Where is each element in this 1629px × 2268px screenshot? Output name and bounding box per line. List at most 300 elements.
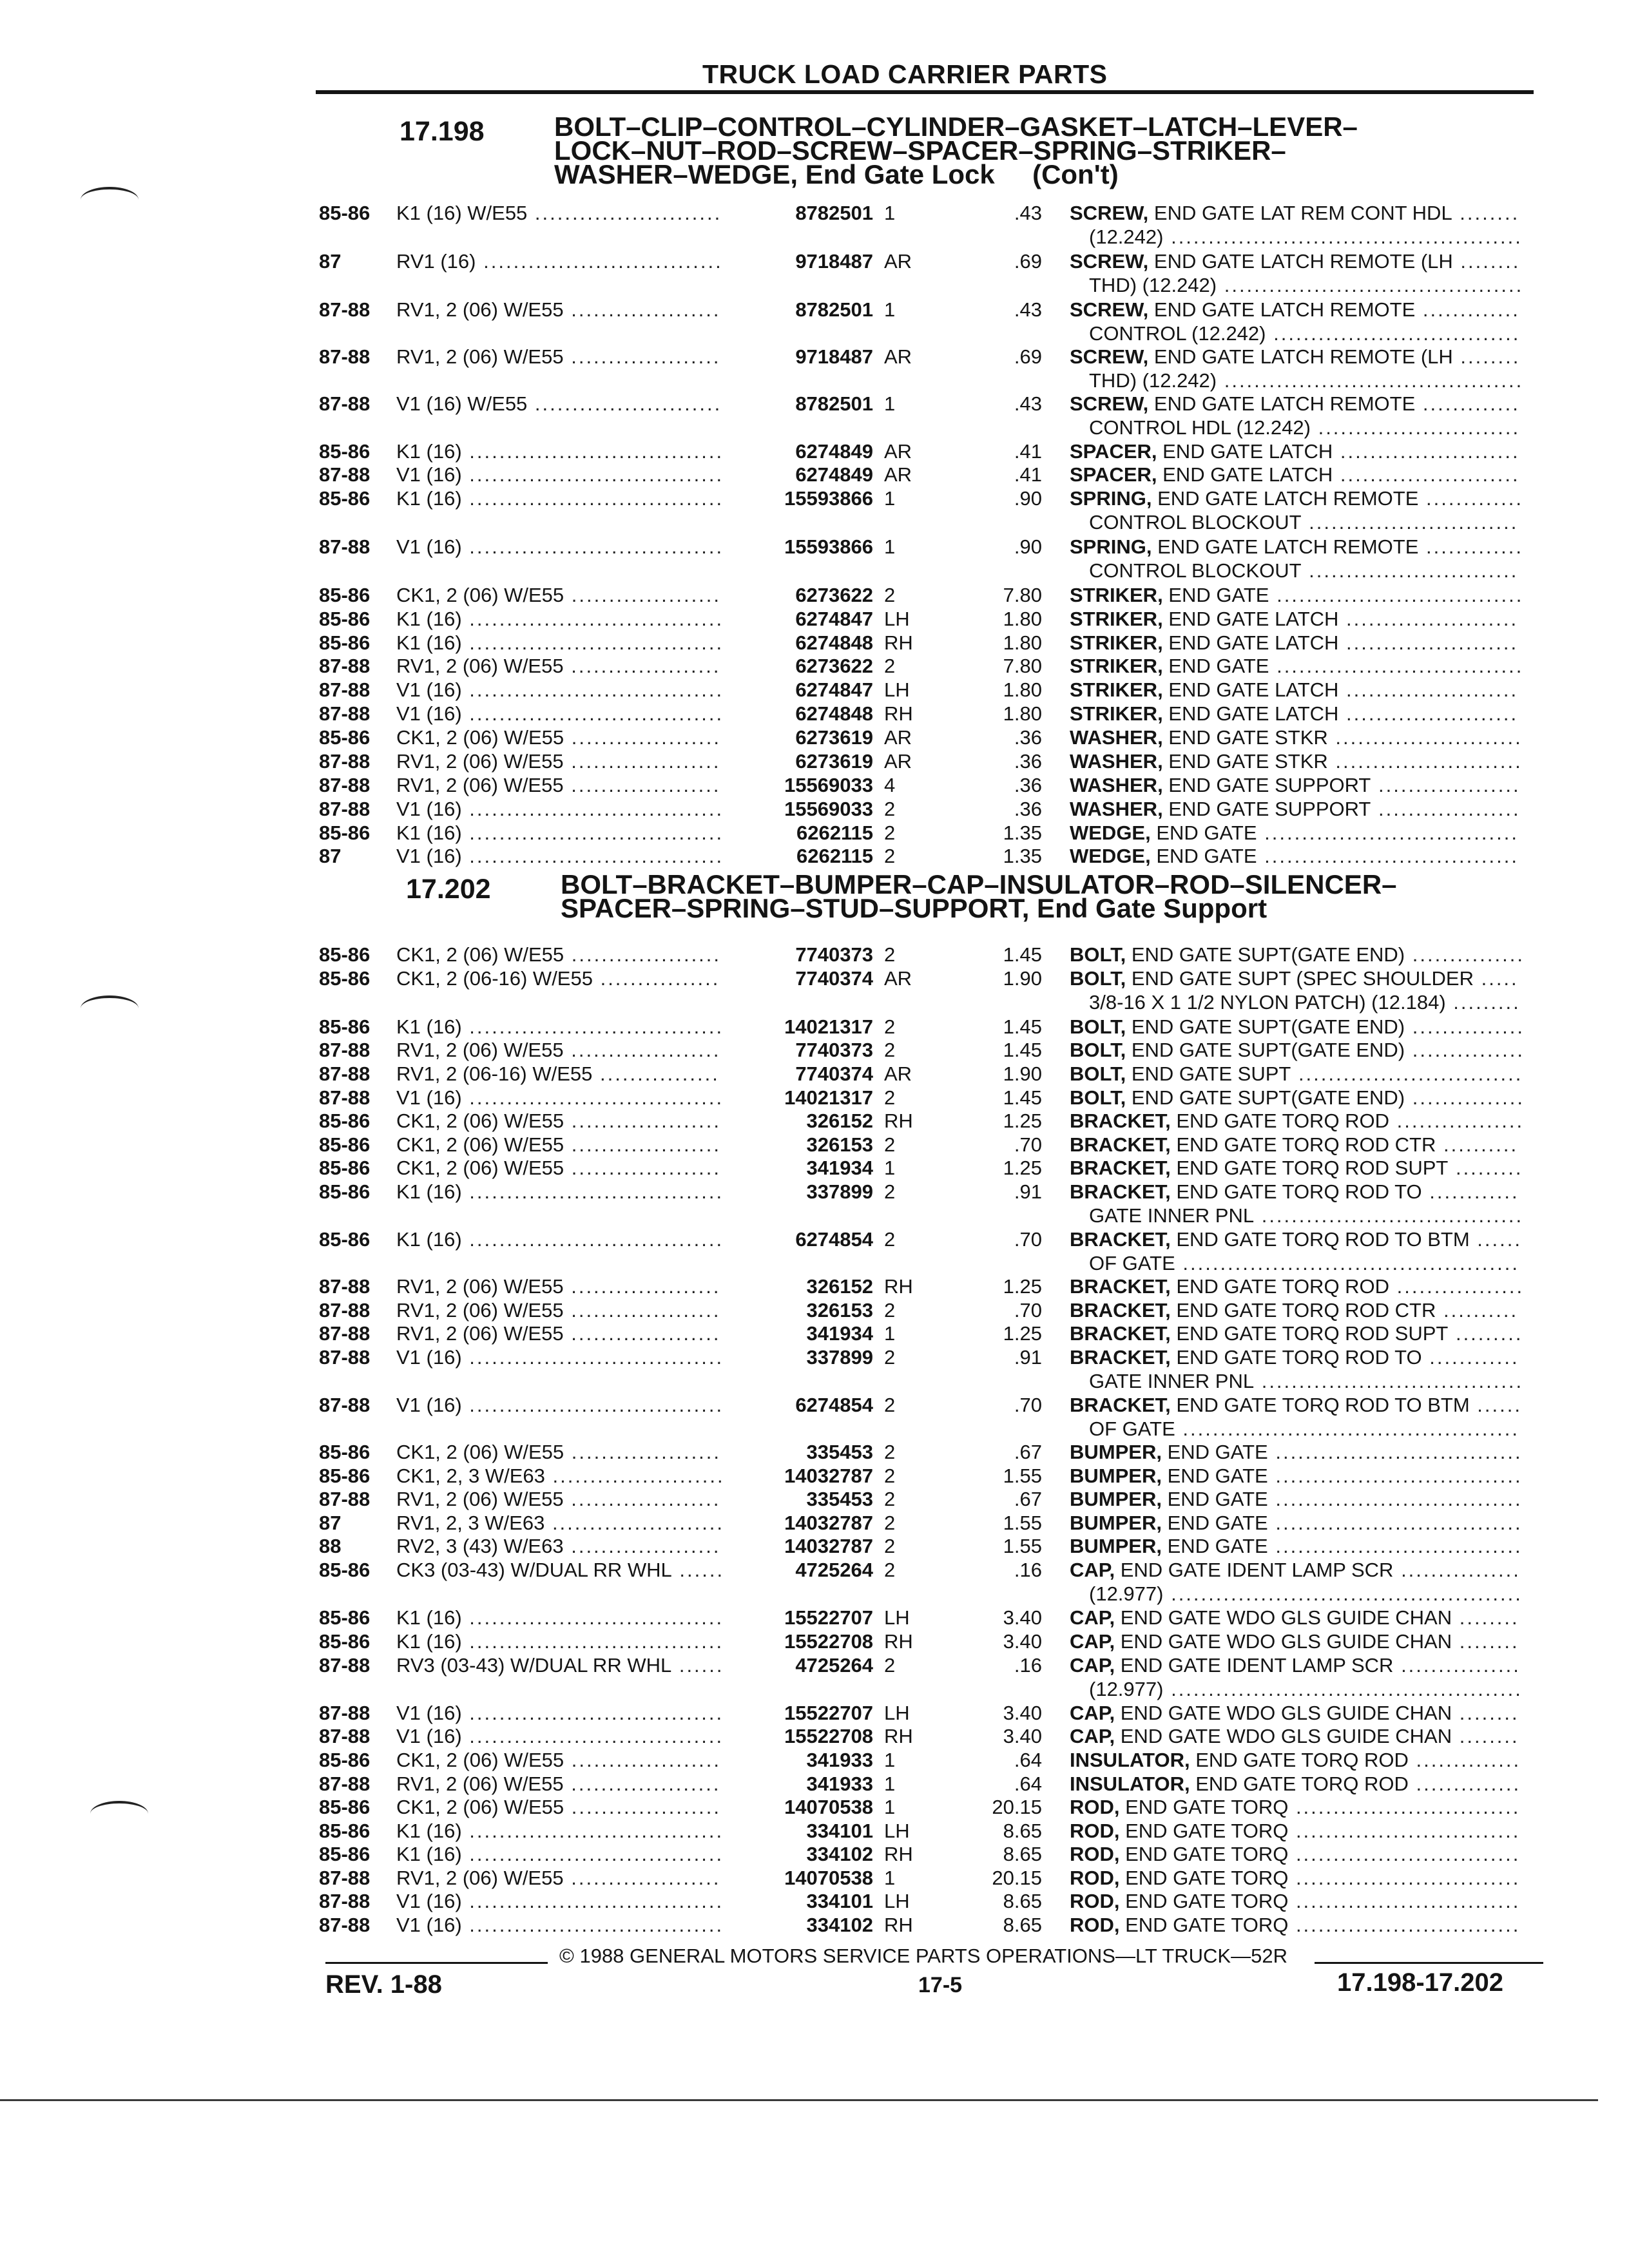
dot-leader: ..................................: [461, 822, 724, 844]
quantity: LH: [884, 1606, 910, 1629]
model-year: 87-88: [319, 298, 371, 321]
description-keyword: STRIKER,: [1070, 608, 1163, 630]
dot-leader: ..................................: [461, 608, 724, 630]
part-number: 335453: [806, 1488, 873, 1510]
application-text: CK1, 2 (06-16) W/E55: [396, 967, 593, 990]
price: .43: [1014, 202, 1042, 224]
model-year: 87-88: [319, 750, 371, 773]
description-keyword: SCREW,: [1070, 250, 1149, 273]
description-keyword: SPRING,: [1070, 487, 1152, 510]
dot-leader: ..................................: [461, 702, 724, 725]
section-title-line: BOLT–BRACKET–BUMPER–CAP–INSULATOR–ROD–SILENCER–: [561, 869, 1397, 899]
application-text: CK1, 2 (06) W/E55: [396, 1441, 564, 1463]
model-year: 85-86: [319, 1228, 371, 1251]
punch-hole-mark: [81, 995, 139, 1021]
section-title-line: LOCK–NUT–ROD–SCREW–SPACER–SPRING–STRIKER–: [554, 135, 1286, 166]
description: [1070, 1772, 1521, 1796]
description-text: END GATE: [1161, 1512, 1268, 1534]
description-keyword: CAP,: [1070, 1725, 1115, 1747]
dot-leader: ..............................: [1288, 1820, 1521, 1842]
part-row: [0, 201, 1629, 227]
part-row: [0, 943, 1629, 968]
dot-leader: ....................: [563, 1039, 721, 1061]
application-text: CK1, 2 (06) W/E55: [396, 584, 564, 606]
description-keyword: WASHER,: [1070, 726, 1163, 749]
description-continuation: [1089, 1582, 1523, 1606]
quantity: RH: [884, 631, 913, 654]
application-text: V1 (16): [396, 1890, 462, 1912]
application-text: V1 (16): [396, 463, 462, 486]
description-text: END GATE LATCH: [1162, 702, 1339, 725]
model-year: 87-88: [319, 1654, 371, 1677]
description: [1070, 1038, 1525, 1062]
quantity: 2: [884, 822, 896, 844]
application-text: V1 (16): [396, 845, 462, 867]
model-year: 85-86: [319, 1133, 371, 1156]
application-text: RV1, 2 (06) W/E55: [396, 1488, 564, 1510]
description-continuation-text: CONTROL BLOCKOUT: [1089, 511, 1302, 533]
application-text: CK1, 2 (06) W/E55: [396, 1157, 564, 1179]
description-continuation-text: (12.977): [1089, 1582, 1164, 1605]
dot-leader: ......: [1469, 1394, 1522, 1416]
description-keyword: SCREW,: [1070, 202, 1149, 224]
quantity: 2: [884, 1559, 896, 1581]
description: [1070, 654, 1523, 678]
description: [1070, 249, 1520, 273]
part-row: [0, 678, 1629, 704]
part-number: 326153: [806, 1133, 873, 1156]
part-row: [0, 1298, 1629, 1324]
dot-leader: ..................................: [461, 1015, 724, 1038]
dot-leader: .............................................: [1175, 1252, 1519, 1274]
application-text: CK1, 2 (06) W/E55: [396, 1749, 564, 1771]
model-year: 87-88: [319, 678, 371, 701]
dot-leader: ........: [1452, 1606, 1519, 1629]
description: [1070, 1345, 1519, 1369]
description-text: END GATE SUPPORT: [1162, 774, 1371, 796]
price: .70: [1014, 1299, 1042, 1321]
description-continuation: [1089, 1677, 1523, 1701]
quantity: 1: [884, 1157, 896, 1179]
price: .43: [1014, 392, 1042, 415]
part-row: [0, 1795, 1629, 1821]
dot-leader: ....................: [563, 1299, 721, 1321]
description-keyword: CAP,: [1070, 1654, 1115, 1677]
part-number: 15522707: [784, 1702, 873, 1724]
part-number: 326152: [806, 1275, 873, 1298]
description-text: END GATE SUPT: [1126, 1062, 1291, 1085]
dot-leader: ....................: [563, 1773, 721, 1795]
description-text: END GATE LATCH REMOTE: [1148, 298, 1416, 321]
application-text: V1 (16): [396, 535, 462, 558]
quantity: 2: [884, 1299, 896, 1321]
quantity: AR: [884, 967, 912, 990]
description-keyword: STRIKER,: [1070, 655, 1163, 677]
dot-leader: ..................................: [1257, 822, 1519, 844]
model-year: 85-86: [319, 1630, 371, 1653]
dot-leader: ..................................: [461, 1086, 724, 1109]
application-text: CK1, 2, 3 W/E63: [396, 1465, 545, 1487]
application-text: RV1, 2 (06) W/E55: [396, 1773, 564, 1795]
application-text: CK1, 2 (06) W/E55: [396, 943, 564, 966]
part-number: 15522707: [784, 1606, 873, 1629]
description-keyword: BUMPER,: [1070, 1512, 1162, 1534]
dot-leader: .................................: [1268, 1535, 1523, 1557]
part-number: 4725264: [795, 1559, 873, 1581]
dot-leader: .........................: [1327, 750, 1523, 773]
part-row: [0, 607, 1629, 633]
dot-leader: ..................................: [1257, 845, 1519, 867]
dot-leader: ....................: [563, 1867, 721, 1889]
part-number: 326153: [806, 1299, 873, 1321]
section-range: 17.198-17.202: [1337, 1968, 1504, 1997]
description-keyword: INSULATOR,: [1070, 1773, 1190, 1795]
description-text: END GATE TORQ ROD: [1170, 1110, 1390, 1132]
description-continuation-text: OF GATE: [1089, 1418, 1175, 1440]
application-text: V1 (16): [396, 1394, 462, 1416]
part-number: 15522708: [784, 1630, 873, 1653]
description: [1070, 773, 1521, 797]
part-number: 14021317: [784, 1086, 873, 1109]
model-year: 85-86: [319, 1749, 371, 1771]
model-year: 87-88: [319, 1725, 371, 1747]
description-text: END GATE TORQ: [1119, 1914, 1289, 1936]
part-number: 6274848: [795, 702, 873, 725]
description-text: END GATE TORQ ROD: [1190, 1749, 1409, 1771]
description-text: END GATE: [1150, 845, 1257, 867]
dot-leader: ..................................: [461, 1725, 724, 1747]
description-keyword: STRIKER,: [1070, 584, 1163, 606]
dot-leader: ....................: [563, 345, 721, 368]
quantity: RH: [884, 1110, 913, 1132]
part-number: 337899: [806, 1346, 873, 1369]
model-year: 85-86: [319, 1015, 371, 1038]
dot-leader: ................: [592, 967, 720, 990]
dot-leader: ..................................: [461, 1346, 724, 1369]
dot-leader: ..............................: [1288, 1843, 1521, 1865]
description: [1070, 1606, 1519, 1629]
dot-leader: ........: [1452, 1725, 1519, 1747]
price: 7.80: [1003, 584, 1042, 606]
model-year: 87-88: [319, 1322, 371, 1345]
dot-leader: ............: [1422, 1346, 1519, 1369]
description-continuation: [1089, 1369, 1523, 1393]
part-row: [0, 486, 1629, 512]
description: [1070, 1321, 1523, 1345]
dot-leader: ........................................: [1217, 274, 1524, 296]
part-row: [0, 821, 1629, 847]
description-keyword: BUMPER,: [1070, 1488, 1162, 1510]
description-keyword: BRACKET,: [1070, 1110, 1171, 1132]
description-continuation: [1089, 225, 1523, 249]
model-year: 87-88: [319, 1890, 371, 1912]
application-text: K1 (16) W/E55: [396, 202, 528, 224]
dot-leader: ....................: [564, 726, 722, 749]
application-text: K1 (16): [396, 1228, 462, 1251]
dot-leader: .........................: [527, 202, 722, 224]
application-text: RV1, 2 (06) W/E55: [396, 655, 564, 677]
quantity: 2: [884, 1441, 896, 1463]
price: 1.80: [1003, 702, 1042, 725]
description-text: END GATE TORQ ROD TO BTM: [1170, 1394, 1470, 1416]
model-year: 85-86: [319, 943, 371, 966]
application-text: K1 (16): [396, 1606, 462, 1629]
description: [1070, 463, 1520, 486]
dot-leader: ..............................: [1288, 1867, 1521, 1889]
price: 1.55: [1003, 1535, 1042, 1557]
part-row: [0, 439, 1629, 465]
dot-leader: ........: [1452, 345, 1521, 368]
quantity: 2: [884, 1654, 896, 1677]
application-text: RV1, 2 (06) W/E55: [396, 1039, 564, 1061]
quantity: RH: [884, 1725, 913, 1747]
quantity: 2: [884, 943, 896, 966]
part-number: 6262115: [796, 845, 873, 867]
dot-leader: ...............................................: [1163, 1678, 1523, 1700]
model-year: 87-88: [319, 1299, 371, 1321]
price: .41: [1014, 440, 1042, 463]
application-text: RV1, 2 (06) W/E55: [396, 1299, 564, 1321]
model-year: 87-88: [319, 1702, 371, 1724]
description: [1070, 1558, 1521, 1582]
dot-leader: ....................: [564, 1133, 722, 1156]
model-year: 85-86: [319, 1465, 371, 1487]
section-title-line: BOLT–CLIP–CONTROL–CYLINDER–GASKET–LATCH–LEVER–: [554, 111, 1358, 142]
description-keyword: CAP,: [1070, 1559, 1115, 1581]
punch-hole-mark: [81, 187, 139, 213]
dot-leader: ..................................: [461, 440, 724, 463]
description-keyword: BRACKET,: [1070, 1228, 1171, 1251]
quantity: 1: [884, 1773, 896, 1795]
description-text: END GATE IDENT LAMP SCR: [1115, 1559, 1394, 1581]
description-continuation-text: (12.242): [1089, 226, 1164, 248]
description: [1070, 1015, 1525, 1039]
description-keyword: ROD,: [1070, 1867, 1120, 1889]
description-continuation: [1089, 510, 1518, 534]
model-year: 88: [319, 1535, 342, 1557]
quantity: 2: [884, 1346, 896, 1369]
part-row: [0, 749, 1629, 775]
part-row: [0, 1913, 1629, 1939]
quantity: 2: [884, 1133, 896, 1156]
description-keyword: SCREW,: [1070, 392, 1149, 415]
description-text: END GATE SUPT (SPEC SHOULDER: [1126, 967, 1474, 990]
dot-leader: ..........: [1436, 1299, 1519, 1321]
model-year: 85-86: [319, 1796, 371, 1818]
price: 3.40: [1003, 1702, 1042, 1724]
description-text: END GATE TORQ: [1119, 1820, 1289, 1842]
dot-leader: ..............: [1408, 1749, 1521, 1771]
price: .90: [1014, 487, 1042, 510]
quantity: RH: [884, 1630, 913, 1653]
dot-leader: ...................: [1371, 798, 1521, 820]
price: 1.25: [1003, 1110, 1042, 1132]
model-year: 87-88: [319, 1275, 371, 1298]
part-row-continuation: [0, 1204, 1629, 1229]
model-year: 87-88: [319, 655, 371, 677]
description-text: END GATE TORQ ROD TO BTM: [1170, 1228, 1470, 1251]
dot-leader: .......................: [1338, 631, 1519, 654]
dot-leader: ............................: [1301, 559, 1519, 582]
quantity: RH: [884, 1914, 913, 1936]
price: .91: [1014, 1180, 1042, 1203]
part-row: [0, 345, 1629, 370]
description-text: END GATE: [1150, 822, 1257, 844]
description: [1070, 966, 1519, 990]
part-row: [0, 1464, 1629, 1490]
model-year: 85-86: [319, 726, 371, 749]
description-keyword: CAP,: [1070, 1630, 1115, 1653]
dot-leader: .........: [1448, 1157, 1523, 1179]
part-number: 334101: [806, 1890, 873, 1912]
description-continuation-text: THD) (12.242): [1089, 274, 1217, 296]
part-row: [0, 966, 1629, 992]
dot-leader: ..................................: [461, 1394, 724, 1416]
part-row: [0, 1724, 1629, 1750]
description-keyword: SCREW,: [1070, 298, 1149, 321]
dot-leader: ...................: [1371, 774, 1521, 796]
model-year: 85-86: [319, 1843, 371, 1865]
quantity: 2: [884, 1015, 896, 1038]
quantity: 2: [884, 1228, 896, 1251]
application-text: RV1, 2 (06-16) W/E55: [396, 1062, 593, 1085]
description-keyword: BRACKET,: [1070, 1322, 1171, 1345]
model-year: 87: [319, 250, 342, 273]
part-row: [0, 654, 1629, 680]
model-year: 85-86: [319, 822, 371, 844]
part-row: [0, 1534, 1629, 1560]
price: .16: [1014, 1559, 1042, 1581]
description: [1070, 583, 1523, 607]
price: 1.90: [1003, 967, 1042, 990]
part-number: 6274849: [795, 440, 873, 463]
application-text: CK1, 2 (06) W/E55: [396, 726, 564, 749]
dot-leader: ....................: [563, 750, 721, 773]
part-row-continuation: [0, 510, 1629, 536]
dot-leader: ..................................: [461, 1702, 724, 1724]
model-year: 87-88: [319, 463, 371, 486]
description-keyword: BRACKET,: [1070, 1346, 1171, 1369]
dot-leader: ...................................: [1254, 1204, 1524, 1227]
part-number: 6274848: [795, 631, 873, 654]
description-keyword: ROD,: [1070, 1890, 1120, 1912]
description-text: END GATE: [1162, 584, 1269, 606]
price: 1.25: [1003, 1275, 1042, 1298]
application-text: K1 (16): [396, 1630, 462, 1653]
description-keyword: BRACKET,: [1070, 1157, 1171, 1179]
part-row: [0, 726, 1629, 751]
dot-leader: .............: [1415, 298, 1520, 321]
part-row: [0, 1748, 1629, 1774]
part-number: 14070538: [784, 1796, 873, 1818]
dot-leader: ..................................: [461, 845, 724, 867]
dot-leader: ....................: [563, 1322, 721, 1345]
quantity: 1: [884, 202, 896, 224]
quantity: 2: [884, 798, 896, 820]
description: [1070, 678, 1518, 702]
application-text: V1 (16): [396, 678, 462, 701]
price: 7.80: [1003, 655, 1042, 677]
quantity: 2: [884, 845, 896, 867]
part-number: 14032787: [784, 1465, 873, 1487]
description-continuation-text: THD) (12.242): [1089, 369, 1217, 392]
application-text: K1 (16): [396, 1015, 462, 1038]
model-year: 87: [319, 1512, 342, 1534]
dot-leader: ...............: [1405, 1086, 1525, 1109]
quantity: 4: [884, 774, 896, 796]
part-row: [0, 392, 1629, 418]
revision-label: REV. 1-88: [325, 1970, 442, 1999]
application-text: V1 (16): [396, 1725, 462, 1747]
dot-leader: ..............................: [1288, 1796, 1521, 1818]
price: .91: [1014, 1346, 1042, 1369]
part-row: [0, 797, 1629, 823]
price: .16: [1014, 1654, 1042, 1677]
part-row: [0, 583, 1629, 609]
quantity: LH: [884, 1820, 910, 1842]
description-keyword: BRACKET,: [1070, 1133, 1171, 1156]
description: [1070, 1795, 1520, 1819]
description: [1070, 392, 1520, 416]
description-keyword: CAP,: [1070, 1606, 1115, 1629]
model-year: 85-86: [319, 1441, 371, 1463]
quantity: 2: [884, 1039, 896, 1061]
dot-leader: ....................: [564, 1441, 722, 1463]
dot-leader: ..............................: [1288, 1914, 1521, 1936]
footer-rule-right: [1315, 1962, 1543, 1964]
price: .90: [1014, 535, 1042, 558]
description-continuation: [1089, 1204, 1523, 1227]
description: [1070, 1487, 1523, 1511]
dot-leader: ....................: [563, 1535, 721, 1557]
part-number: 14070538: [784, 1867, 873, 1889]
dot-leader: ................: [1393, 1559, 1521, 1581]
model-year: 85-86: [319, 967, 371, 990]
part-row: [0, 1227, 1629, 1253]
description-text: END GATE IDENT LAMP SCR: [1115, 1654, 1394, 1677]
description: [1070, 943, 1525, 966]
dot-leader: .....: [1473, 967, 1519, 990]
part-row-continuation: [0, 559, 1629, 584]
price: 1.55: [1003, 1512, 1042, 1534]
description-keyword: WEDGE,: [1070, 845, 1151, 867]
description-text: END GATE: [1161, 1488, 1268, 1510]
description-text: END GATE WDO GLS GUIDE CHAN: [1115, 1606, 1452, 1629]
description-keyword: STRIKER,: [1070, 702, 1163, 725]
description-text: END GATE TORQ: [1119, 1843, 1289, 1865]
application-text: RV1, 2, 3 W/E63: [396, 1512, 545, 1534]
part-number: 341934: [806, 1322, 873, 1345]
description-text: END GATE TORQ: [1119, 1867, 1289, 1889]
description-text: END GATE SUPT(GATE END): [1126, 943, 1405, 966]
part-row: [0, 1772, 1629, 1798]
part-row-continuation: [0, 1582, 1629, 1608]
description-text: END GATE LATCH REMOTE: [1148, 392, 1416, 415]
application-text: CK1, 2 (06) W/E55: [396, 1110, 564, 1132]
dot-leader: ..................................: [461, 1606, 724, 1629]
part-row: [0, 1653, 1629, 1679]
dot-leader: ..................................: [461, 1180, 724, 1203]
part-number: 341933: [806, 1749, 873, 1771]
part-number: 6273622: [795, 584, 873, 606]
part-number: 14032787: [784, 1512, 873, 1534]
description: [1070, 1511, 1523, 1535]
part-row: [0, 773, 1629, 799]
description-text: END GATE SUPT(GATE END): [1126, 1086, 1405, 1109]
description: [1070, 1819, 1520, 1843]
model-year: 85-86: [319, 631, 371, 654]
part-number: 334102: [806, 1843, 873, 1865]
